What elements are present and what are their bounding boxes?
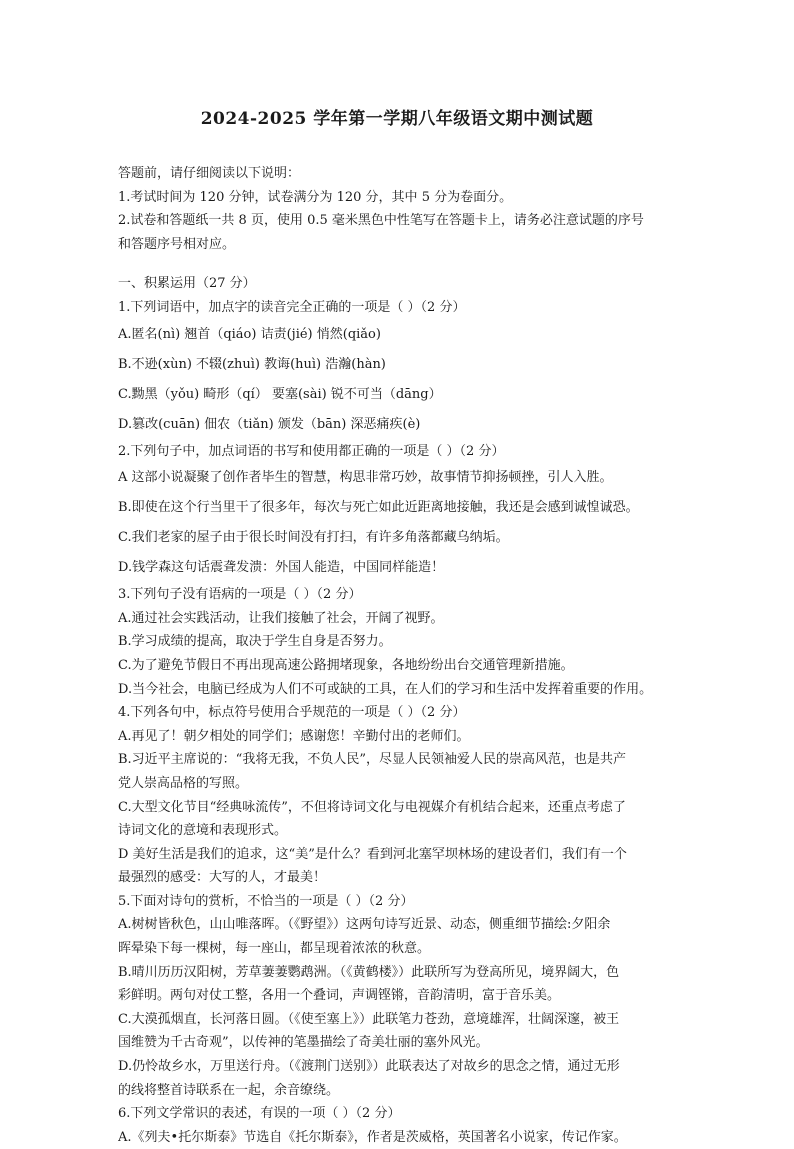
option-line: 彩鲜明。两句对仗工整，各用一个叠词，声调铿锵，音韵清明，富于音乐美。 [118,988,561,1004]
question-stem: 4.下列各句中，标点符号使用合乎规范的一项是（ ）（2 分） [118,705,466,721]
option-line: A.树树皆秋色，山山唯落晖。（《野望》）这两句诗写近景、动态，侧重细节描绘:夕阳余 [118,917,611,933]
option-line: B.学习成绩的提高，取决于学生自身是否努力。 [118,634,392,650]
option-line: B.即使在这个行当里干了很多年，每次与死亡如此近距离地接触，我还是会感到诚惶诚恐。 [118,500,639,516]
option-line: C.为了避免节假日不再出现高速公路拥堵现象，各地纷纷出台交通管理新措施。 [118,657,574,673]
question-3 [118,583,678,701]
instruction-line: 和答题序号相对应。 [118,236,236,252]
option-line: D.当今社会，电脑已经成为人们不可或缺的工具，在人们的学习和生活中发挥着重要的作用。 [118,681,653,697]
question-2 [118,440,678,584]
option-line: D.篡改(cuān) 佃农（tiǎn) 颁发（bān) 深恶痛疾(è) [118,416,421,432]
section-heading: 一、积累运用（27 分） [118,276,256,292]
option-line: C.我们老家的屋子由于很长时间没有打扫，有许多角落都藏乌纳垢。 [118,530,509,546]
instruction-line: 2.试卷和答题纸一共 8 页，使用 0.5 毫米黑色中性笔写在答题卡上，请务必注意试题的序号 [118,213,644,229]
option-line: 的线将整首诗联系在一起，余音缭绕。 [118,1082,340,1098]
option-line: 最强烈的感受：大写的人，才最美！ [118,870,327,886]
instruction-line: 答题前，请仔细阅读以下说明： [118,166,301,181]
option-line: A.《列夫•托尔斯泰》节选自《托尔斯泰》，作者是茨威格，英国著名小说家，传记作家。 [118,1129,627,1145]
option-line: C.大漠孤烟直，长河落日圆。（《使至塞上》）此联笔力苍劲，意境雄浑，壮阔深邃，被王 [118,1011,620,1027]
option-line: 诗词文化的意境和表现形式。 [118,823,288,839]
option-line: B.不逊(xùn) 不辍(zhuì) 教诲(huì) 浩瀚(hàn) [118,356,386,372]
question-stem: 2.下列句子中，加点词语的书写和使用都正确的一项是（ ）（2 分） [118,443,505,459]
question-stem: 3.下列句子没有语病的一项是（ ）（2 分） [118,587,362,603]
question-stem: 5.下面对诗句的赏析，不恰当的一项是（ ）（2 分） [118,893,414,909]
question-1 [118,296,678,440]
option-line: C.大型文化节目“经典咏流传”，不但将诗词文化与电视媒介有机结合起来，还重点考虑了 [118,799,626,815]
page-title: 2024-2025 学年第一学期八年级语文期中测试题 [200,109,594,129]
spacer [118,256,678,272]
exam-body [118,162,678,1149]
question-5 [118,890,678,1102]
question-6 [118,1102,678,1149]
question-4 [118,701,678,890]
option-line: 国维赞为千古奇观”，以传神的笔墨描绘了奇美壮丽的塞外风光。 [118,1035,489,1051]
instruction-line: 1.考试时间为 120 分钟，试卷满分为 120 分，其中 5 分为卷面分。 [118,189,513,205]
option-line: C.黝黑（yǒu) 畸形（qí） 要塞(sài) 锐不可当（dāng） [118,386,442,402]
option-line: 党人崇高品格的写照。 [118,775,249,791]
option-line: A.匿名(nì) 翘首（qiáo) 诘责(jié) 悄然(qiǎo) [118,326,381,342]
option-line: D 美好生活是我们的追求，这“美”是什么？看到河北塞罕坝林场的建设者们，我们有一个 [118,846,627,862]
option-line: B.习近平主席说的：“我将无我，不负人民”，尽显人民领袖爱人民的崇高风范，也是共产 [118,752,626,768]
option-line: A 这部小说凝聚了创作者毕生的智慧，构思非常巧妙，故事情节抑扬顿挫，引人入胜。 [118,470,613,486]
option-line: D.仍怜故乡水，万里送行舟。（《渡荆门送别》）此联表达了对故乡的思念之情，通过无形 [118,1059,620,1075]
option-line: A.再见了！朝夕相处的同学们；感谢您！辛勤付出的老师们。 [118,728,470,744]
question-stem: 6.下列文学常识的表述，有误的一项（ ）（2 分） [118,1106,401,1122]
option-line: A.通过社会实践活动，让我们接触了社会，开阔了视野。 [118,610,444,626]
question-stem: 1.下列词语中，加点字的读音完全正确的一项是（ ）（2 分） [118,299,466,315]
option-line: D.钱学森这句话震聋发溃：外国人能造，中国同样能造！ [118,560,445,576]
option-line: 晖晕染下每一棵树，每一座山，都呈现着浓浓的秋意。 [118,941,431,957]
option-line: B.晴川历历汉阳树，芳草萋萋鹦鹉洲。（《黄鹤楼》）此联所写为登高所见，境界阔大，色 [118,964,620,980]
instructions-block [118,162,678,256]
